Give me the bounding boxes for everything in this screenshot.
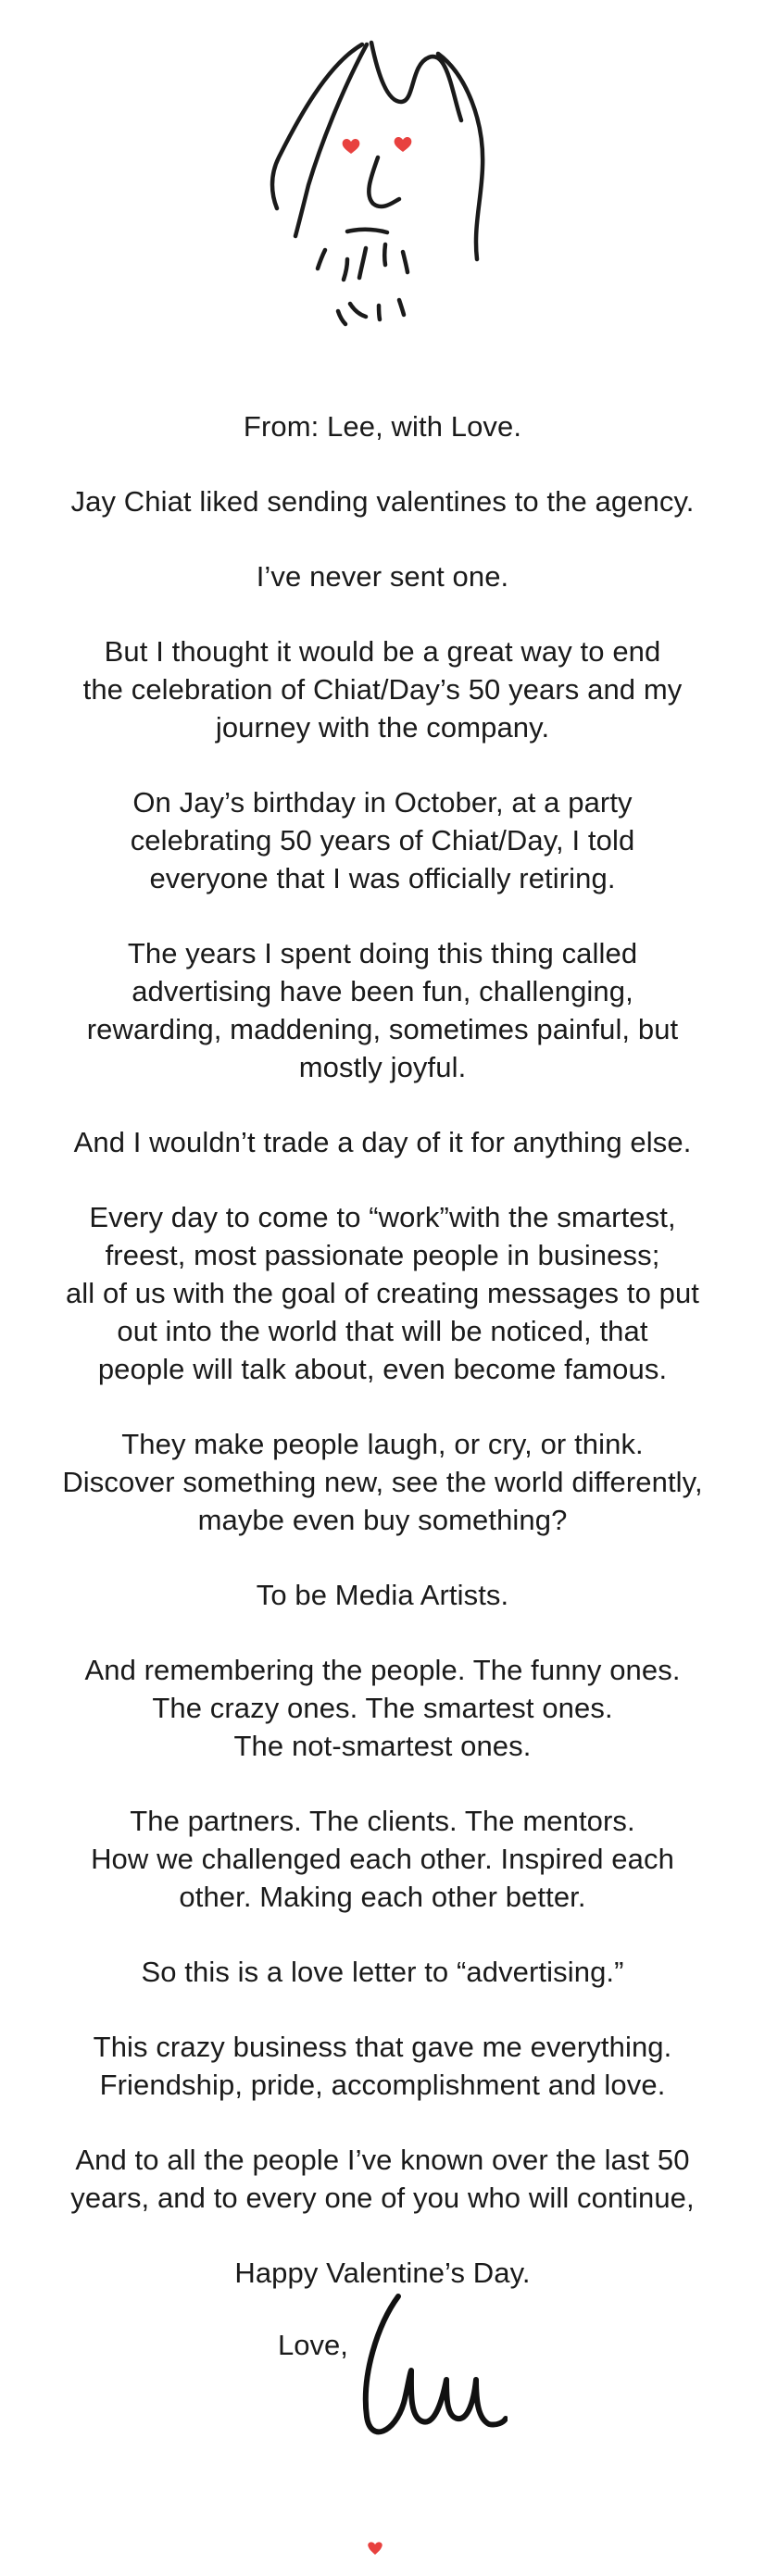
beard-stroke xyxy=(359,248,366,278)
letter-line: years, and to every one of you who will continue, xyxy=(70,2182,695,2214)
letter-line: I’ve never sent one. xyxy=(256,560,509,593)
letter-line: out into the world that will be noticed, that xyxy=(117,1315,648,1347)
letter-paragraph xyxy=(37,934,728,1086)
signoff-text: Love, xyxy=(278,2329,348,2361)
letter-line: celebrating 50 years of Chiat/Day, I told xyxy=(130,824,635,857)
heart-eye-left xyxy=(343,139,360,154)
letter-line: How we challenged each other. Inspired each xyxy=(91,1843,674,1875)
letter-line: On Jay’s birthday in October, at a party xyxy=(132,786,633,819)
beard-stroke xyxy=(403,252,408,272)
letter-paragraph xyxy=(37,407,728,445)
letter-paragraph xyxy=(37,482,728,520)
letter-paragraph xyxy=(37,1198,728,1388)
beard-stroke xyxy=(384,244,385,265)
letter-line: freest, most passionate people in business; xyxy=(105,1239,660,1271)
beard-stroke xyxy=(344,259,347,280)
signoff xyxy=(278,2287,519,2454)
letter-line: But I thought it would be a great way to end xyxy=(104,635,661,668)
portrait-doodle-icon xyxy=(262,37,503,333)
beard-stroke xyxy=(350,304,366,317)
letter-line: Happy Valentine’s Day. xyxy=(234,2257,531,2289)
letter-line: This crazy business that gave me everything. xyxy=(93,2031,672,2063)
letter-line: The not-smartest ones. xyxy=(233,1730,532,1762)
heart-eye-right xyxy=(395,137,412,152)
letter-line: the celebration of Chiat/Day’s 50 years and my xyxy=(82,673,683,706)
letter-paragraph xyxy=(37,1651,728,1765)
beard-stroke xyxy=(399,300,404,315)
letter-line: everyone that I was officially retiring. xyxy=(149,862,616,894)
letter-line: maybe even buy something? xyxy=(197,1504,568,1536)
beard-stroke xyxy=(338,311,345,324)
letter-body xyxy=(37,407,728,2329)
letter-line: And to all the people I’ve known over the last 50 xyxy=(75,2144,690,2176)
hair-stroke xyxy=(371,43,461,120)
letter-paragraph xyxy=(37,783,728,897)
letter-line: other. Making each other better. xyxy=(179,1881,586,1913)
letter-paragraph xyxy=(37,1576,728,1614)
letter-paragraph xyxy=(37,2254,728,2292)
hair-stroke xyxy=(438,54,483,259)
letter-paragraph xyxy=(37,557,728,595)
letter-paragraph xyxy=(37,1425,728,1539)
letter-paragraph xyxy=(37,2028,728,2104)
letter-line: And remembering the people. The funny ones. xyxy=(84,1654,681,1686)
letter-line: The years I spent doing this thing called xyxy=(127,937,638,969)
letter-paragraph xyxy=(37,2141,728,2217)
letter-paragraph xyxy=(37,1802,728,1916)
letter-line: And I wouldn’t trade a day of it for anything else. xyxy=(73,1126,692,1158)
signature-icon xyxy=(350,2287,508,2445)
letter-line: Jay Chiat liked sending valentines to the agency. xyxy=(70,485,695,518)
letter-line: journey with the company. xyxy=(215,711,550,744)
heart-icon xyxy=(368,2541,382,2556)
letter-line: all of us with the goal of creating messages to put xyxy=(65,1277,700,1309)
letter-line: The crazy ones. The smartest ones. xyxy=(152,1692,613,1724)
letter-line: Every day to come to “work”with the smartest, xyxy=(89,1201,676,1233)
letter-line: rewarding, maddening, sometimes painful, but xyxy=(86,1013,679,1045)
letter-line: mostly joyful. xyxy=(298,1051,467,1083)
letter-line: The partners. The clients. The mentors. xyxy=(130,1805,635,1837)
letter-paragraph xyxy=(37,1953,728,1991)
letter-paragraph xyxy=(37,1123,728,1161)
letter-line: Discover something new, see the world differently, xyxy=(62,1466,703,1498)
letter-line: So this is a love letter to “advertising.” xyxy=(141,1956,624,1988)
letter-line: Friendship, pride, accomplishment and love. xyxy=(99,2069,666,2101)
letter-line: From: Lee, with Love. xyxy=(243,410,522,443)
nose xyxy=(369,157,399,206)
beard-stroke xyxy=(379,306,380,319)
mouth xyxy=(347,230,387,232)
hair-stroke xyxy=(272,44,362,208)
letter-line: advertising have been fun, challenging, xyxy=(132,975,633,1007)
letter-line: To be Media Artists. xyxy=(256,1579,509,1611)
letter-line: They make people laugh, or cry, or think. xyxy=(121,1428,644,1460)
beard-stroke xyxy=(318,250,325,269)
letter-paragraph xyxy=(37,632,728,746)
letter-line: people will talk about, even become famous. xyxy=(97,1353,668,1385)
